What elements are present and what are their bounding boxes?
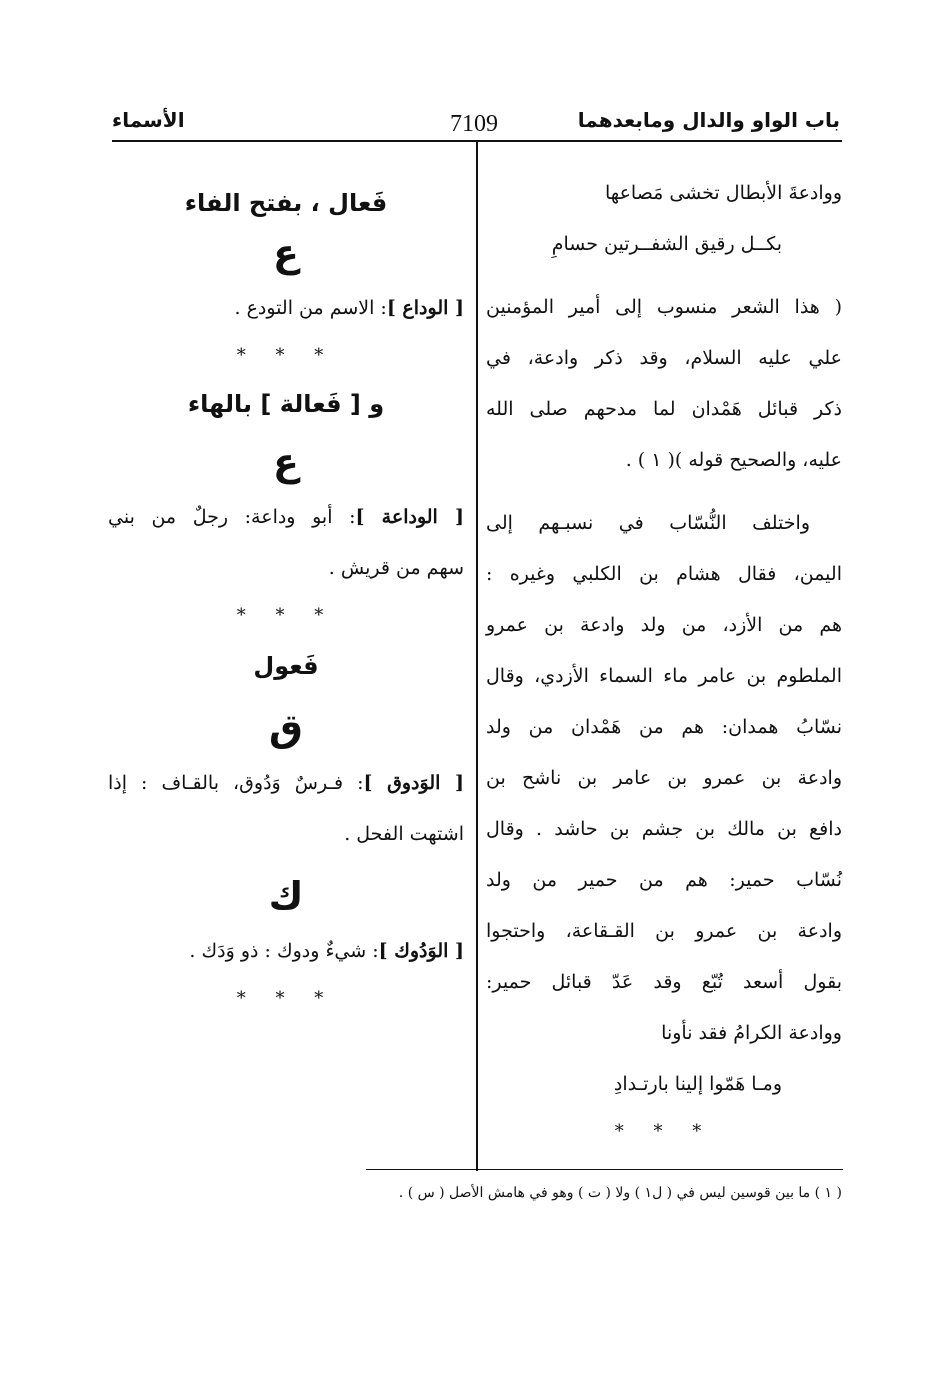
dictionary-entry	[108, 283, 464, 334]
text-line: واختلف النُّسّاب في نسبـهم إلى	[486, 512, 810, 534]
spacer	[486, 270, 842, 282]
left-column	[108, 183, 464, 1021]
dictionary-entry	[108, 926, 464, 977]
definition: : شيءٌ ودوك : ذو وَدَك .	[189, 940, 379, 962]
text-line: ( هذا الشعر منسوب إلى أمير المؤمنين	[486, 296, 842, 318]
page-number: 7109	[450, 111, 498, 137]
spacer	[486, 486, 842, 498]
headword: [ الوَدُوك ]	[378, 940, 464, 962]
separator-stars: * * *	[236, 345, 336, 366]
headword: [ الوَدوق ]	[363, 772, 464, 794]
dictionary-entry	[108, 492, 464, 543]
separator-stars: * * *	[236, 988, 336, 1009]
verse-line: ومـا هَمّوا إلينا بارتـدادِ	[613, 1073, 782, 1095]
definition: : أبو وداعة: رجلٌ من بني	[108, 506, 356, 528]
letter-heading: ع	[273, 440, 299, 484]
text-line: الملطوم بن عامر ماء السماء الأزدي، وقال	[486, 665, 842, 687]
definition-continued: سهم من قريش .	[328, 557, 464, 579]
text-line: بقول أسعد تُبّع وقد عَدّ قبائل حمير:	[486, 971, 842, 993]
column-divider	[476, 141, 478, 1171]
verse-line: بكــل رقيق الشفــرتين حسامِ	[551, 233, 782, 255]
letter-heading: ق	[269, 706, 303, 750]
definition: : الاسم من التودع .	[234, 297, 387, 319]
section-title: الأسماء	[112, 108, 185, 132]
right-column	[486, 168, 842, 1154]
text-line: هم من الأزد، من ولد وادعة بن عمرو	[486, 614, 842, 636]
headword: [ الوداع ]	[386, 297, 464, 319]
text-line: نُسّاب حمير: هم من حمير من ولد	[486, 869, 842, 891]
text-line: دافع بن مالك بن جشم بن حاشد . وقال	[486, 818, 842, 840]
letter-heading: ك	[268, 874, 304, 918]
section-heading: فَعول	[253, 652, 319, 680]
dictionary-entry	[108, 758, 464, 809]
text-line: علي عليه السلام، وقد ذكر وادعة، في	[486, 347, 842, 369]
chapter-title: باب الواو والدال ومابعدهما	[577, 108, 840, 132]
section-heading: و [ فَعالة ] بالهاء	[187, 390, 385, 418]
text-line: وادعة بن عمرو بن القـقاعة، واحتجوا	[486, 920, 842, 942]
section-heading: فَعال ، بفتح الفاء	[184, 189, 388, 217]
letter-heading: ع	[273, 231, 299, 275]
headword: [ الوداعة ]	[355, 506, 464, 528]
footnote-rule	[366, 1169, 843, 1170]
text-line: عليه، والصحيح قوله )( ١ ) .	[625, 449, 842, 471]
definition: : فـرسٌ وَدُوق، بالقـاف : إذا	[108, 772, 364, 794]
text-line: وادعة بن عمرو بن عامر بن ناشح بن	[486, 767, 842, 789]
text-line: اليمن، فقال هشام بن الكلبي وغيره :	[486, 563, 842, 585]
footnote: ( ١ ) ما بين قوسين ليس في ( ل١ ) ولا ( ت ) وهو في هامش الأصل ( س ) .	[398, 1185, 842, 1201]
verse-line: ووادعة الكرامُ فقد نأونا	[661, 1022, 842, 1044]
separator-stars: * * *	[236, 605, 336, 626]
text-line: نسّابُ همدان: هم من هَمْدان من ولد	[486, 716, 842, 738]
separator-stars: * * *	[614, 1121, 714, 1142]
text-line: ذكر قبائل هَمْدان لما مدحهم صلى الله	[486, 398, 842, 420]
verse-line: ووادعةَ الأبطال تخشى مَصاعها	[605, 182, 842, 204]
definition-continued: اشتهت الفحل .	[344, 823, 464, 845]
